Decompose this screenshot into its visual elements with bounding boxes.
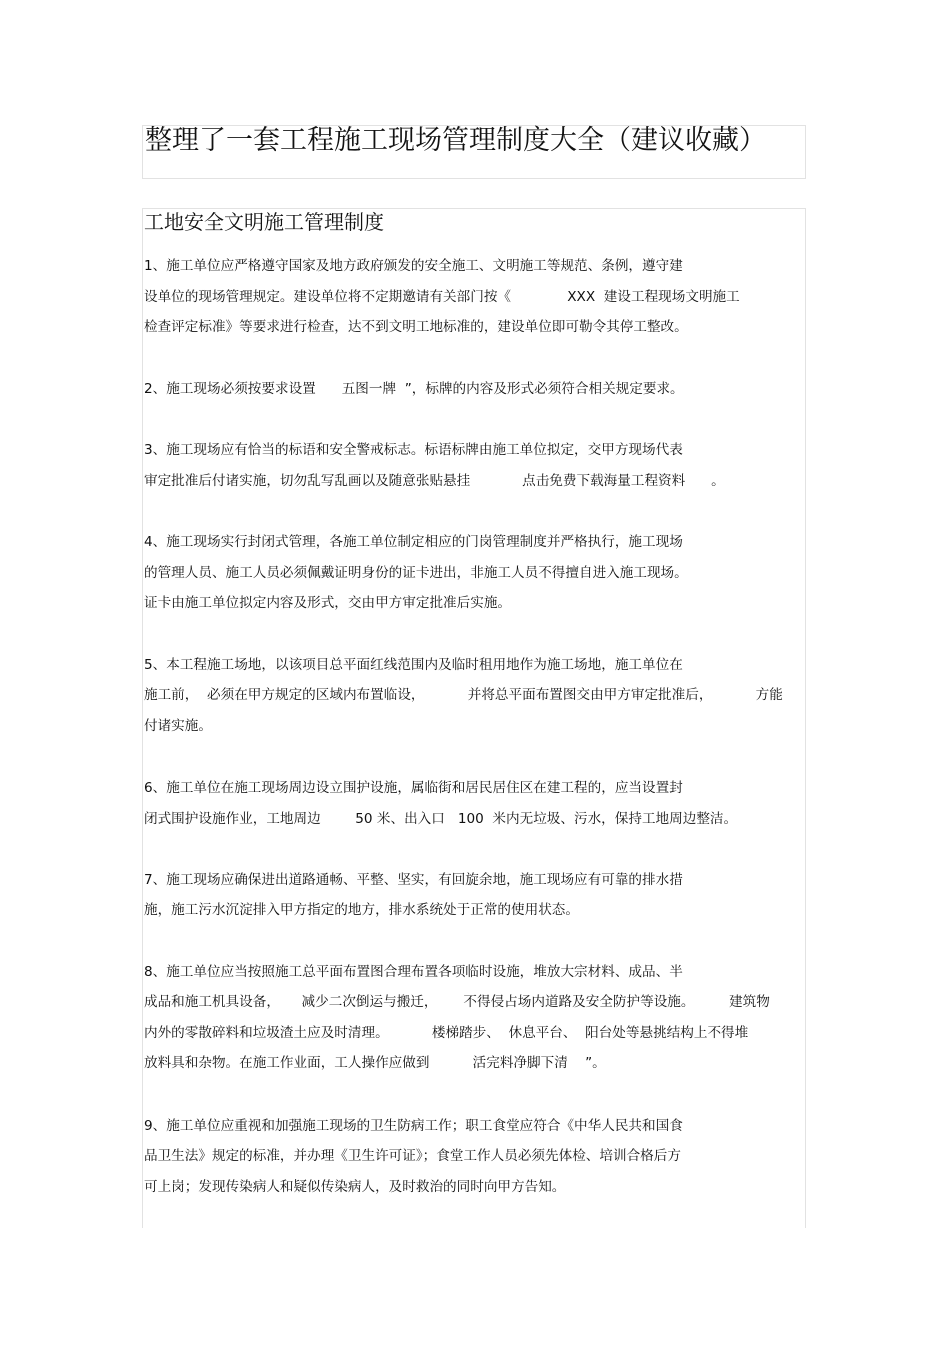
paragraph-8-line-2: 成品和施工机具设备， 减少二次倒运与搬迁， 不得侵占场内道路及安全防护等设施。 建筑物 — [144, 994, 770, 1010]
paragraph-9-line-1: 9、施工单位应重视和加强施工现场的卫生防病工作；职工食堂应符合《中华人民共和国食 — [144, 1118, 683, 1134]
paragraph-1-line-2: 设单位的现场管理规定。建设单位将不定期邀请有关部门按《 XXX 建设工程现场文明施工 — [144, 289, 740, 305]
paragraph-8-line-3: 内外的零散碎料和垃圾渣土应及时清理。 楼梯踏步、 休息平台、 阳台处等悬挑结构上不得堆 — [144, 1025, 749, 1041]
paragraph-5-line-2: 施工前， 必须在甲方规定的区域内布置临设， 并将总平面布置图交由甲方审定批准后， 方能 — [144, 687, 783, 703]
paragraph-7-line-2: 施，施工污水沉淀排入甲方指定的地方，排水系统处于正常的使用状态。 — [144, 902, 579, 918]
paragraph-4-line-2: 的管理人员、施工人员必须佩戴证明身份的证卡进出，非施工人员不得擅自进入施工现场。 — [144, 565, 688, 581]
paragraph-8-line-4: 放料具和杂物。在施工作业面，工人操作应做到 活完料净脚下清 ”。 — [144, 1055, 606, 1071]
paragraph-6-line-2: 闭式围护设施作业，工地周边 50 米、出入口 100 米内无垃圾、污水，保持工地周边整洁。 — [144, 811, 738, 827]
paragraph-4-line-1: 4、施工现场实行封闭式管理，各施工单位制定相应的门岗管理制度并严格执行，施工现场 — [144, 534, 683, 550]
paragraph-9-line-2: 品卫生法》规定的标准，并办理《卫生许可证》；食堂工作人员必须先体检、培训合格后方 — [144, 1148, 681, 1164]
paragraph-1-line-1: 1、施工单位应严格遵守国家及地方政府颁发的安全施工、文明施工等规范、条例，遵守建 — [144, 258, 683, 274]
paragraph-2-line-1: 2、施工现场必须按要求设置 五图一牌 ”，标牌的内容及形式必须符合相关规定要求。 — [144, 381, 684, 397]
section-heading: 工地安全文明施工管理制度 — [144, 210, 384, 234]
paragraph-8-line-1: 8、施工单位应当按照施工总平面布置图合理布置各项临时设施，堆放大宗材料、成品、半 — [144, 964, 683, 980]
paragraph-7-line-1: 7、施工现场应确保进出道路通畅、平整、坚实，有回旋余地，施工现场应有可靠的排水措 — [144, 872, 683, 888]
paragraph-3-line-2: 审定批准后付诸实施，切勿乱写乱画以及随意张贴悬挂 点击免费下载海量工程资料 。 — [144, 473, 725, 489]
document-title: 整理了一套工程施工现场管理制度大全（建议收藏） — [145, 125, 766, 156]
paragraph-9-line-3: 可上岗；发现传染病人和疑似传染病人，及时救治的同时向甲方告知。 — [144, 1179, 566, 1195]
paragraph-5-line-3: 付诸实施。 — [144, 718, 212, 734]
paragraph-6-line-1: 6、施工单位在施工现场周边设立围护设施，属临街和居民居住区在建工程的，应当设置封 — [144, 780, 683, 796]
content-box — [142, 208, 806, 1228]
paragraph-4-line-3: 证卡由施工单位拟定内容及形式，交由甲方审定批准后实施。 — [144, 595, 512, 611]
title-box — [142, 125, 806, 179]
paragraph-5-line-1: 5、本工程施工场地，以该项目总平面红线范围内及临时租用地作为施工场地，施工单位在 — [144, 657, 683, 673]
paragraph-1-line-3: 检查评定标准》等要求进行检查，达不到文明工地标准的，建设单位即可勒令其停工整改。 — [144, 319, 688, 335]
paragraph-3-line-1: 3、施工现场应有恰当的标语和安全警戒标志。标语标牌由施工单位拟定，交甲方现场代表 — [144, 442, 683, 458]
